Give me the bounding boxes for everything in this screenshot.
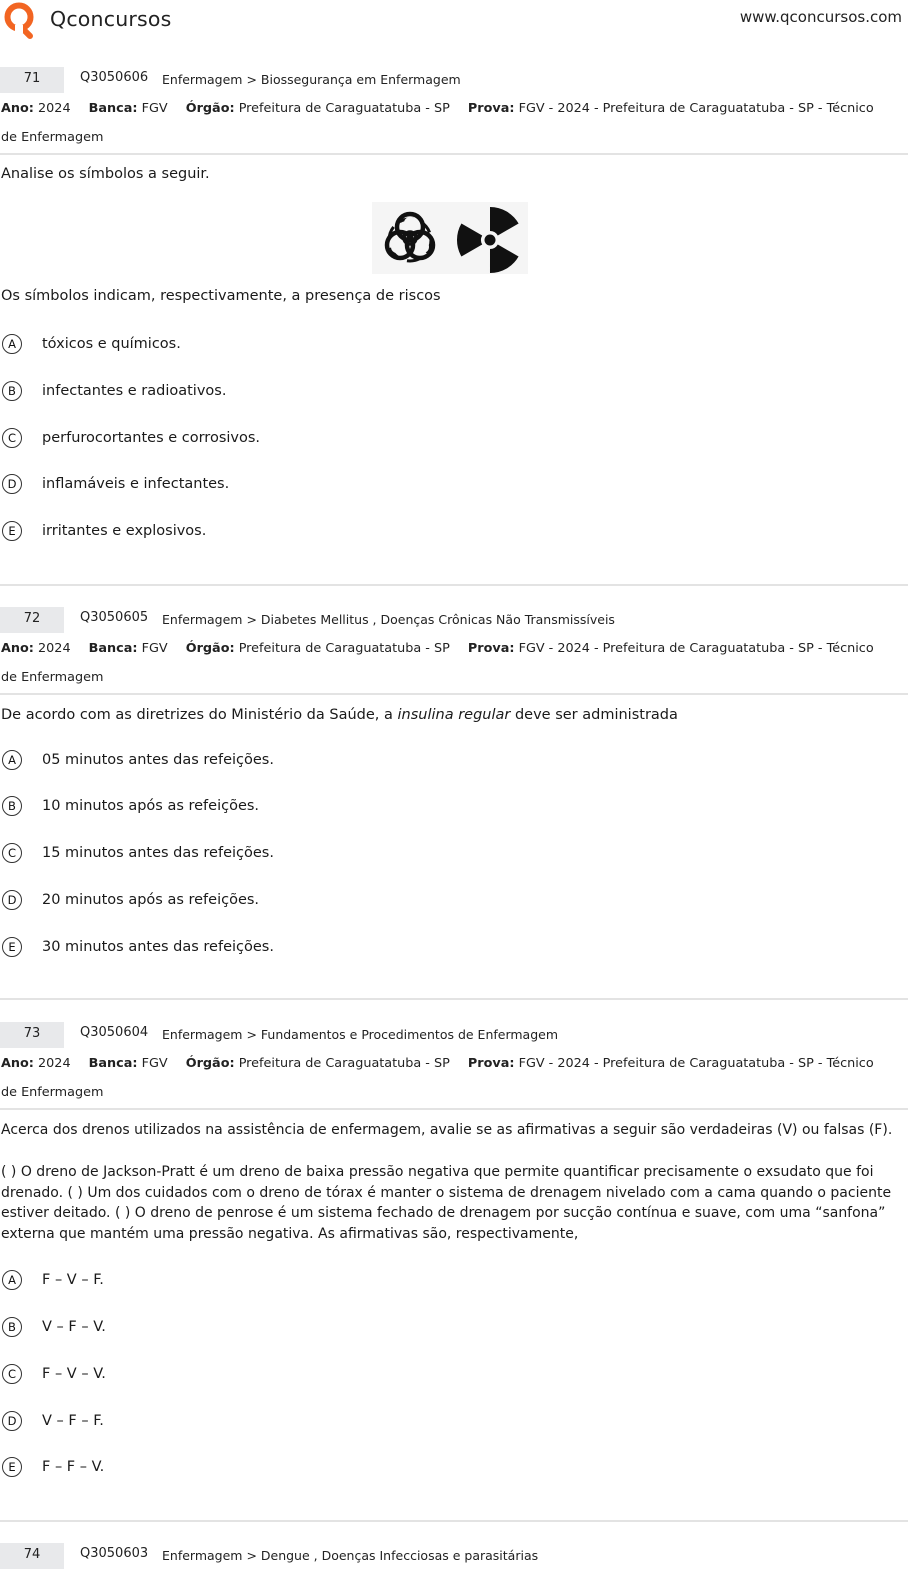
- question-id[interactable]: Q3050604: [80, 1025, 149, 1040]
- option-text: F – F – V.: [42, 1459, 105, 1475]
- orgao-value: Prefeitura de Caraguatatuba - SP: [238, 1056, 450, 1071]
- option-a[interactable]: [0, 334, 600, 358]
- question-divider: [0, 998, 908, 1000]
- qconcursos-logo-icon: [0, 0, 40, 40]
- question-id[interactable]: Q3050606: [80, 70, 149, 85]
- option-b[interactable]: [0, 1317, 600, 1341]
- page-header: [0, 0, 908, 40]
- option-text: tóxicos e químicos.: [42, 336, 181, 352]
- ano-label: Ano:: [1, 641, 34, 656]
- banca-label: Banca:: [88, 641, 138, 656]
- option-letter[interactable]: A: [2, 1270, 22, 1290]
- banca-label: Banca:: [88, 1056, 138, 1071]
- question-number: 72: [0, 607, 64, 633]
- option-text: 05 minutos antes das refeições.: [42, 752, 274, 768]
- option-text: irritantes e explosivos.: [42, 523, 207, 539]
- question-subject-path: Enfermagem > Dengue , Doenças Infecciosas e parasitárias: [162, 1548, 539, 1563]
- prova-value: FGV - 2024 - Prefeitura de Caraguatatuba - SP - Técnico de Enfermagem: [1, 1056, 874, 1100]
- option-text: 15 minutos antes das refeições.: [42, 845, 274, 861]
- question-stem: ( ) O dreno de Jackson-Pratt é um dreno de baixa pressão negativa que permite quantificar precisamente o exsudato que foi drenado. ( ) Um dos cuidados com o dreno de tórax é manter o sistema de drenagem nivelado com a cama quando o paciente estiver deitado. ( ) O dreno de penrose é um sistema fechado de drenagem por sucção contínua e suave, com uma “sanfona” externa que mantém uma pressão negativa. As afirmativas são, respectivamente,: [1, 1164, 892, 1242]
- question-header: [0, 1022, 908, 1048]
- question-meta: [1, 634, 891, 692]
- banca-value: FGV: [141, 1056, 168, 1071]
- question-73: [0, 1022, 908, 1112]
- question-number: 74: [0, 1543, 64, 1569]
- option-e[interactable]: [0, 1457, 600, 1481]
- ano-label: Ano:: [1, 101, 34, 116]
- header-divider: [0, 1108, 908, 1110]
- prova-label: Prova:: [467, 1056, 515, 1071]
- banca-label: Banca:: [88, 101, 138, 116]
- option-text: F – V – V.: [42, 1366, 106, 1382]
- question-74: [0, 1543, 908, 1573]
- option-letter[interactable]: E: [2, 521, 22, 541]
- question-header: [0, 607, 908, 633]
- option-d[interactable]: [0, 890, 600, 914]
- option-text: F – V – F.: [42, 1272, 104, 1288]
- option-letter[interactable]: A: [2, 334, 22, 354]
- option-letter[interactable]: E: [2, 937, 22, 957]
- option-text: infectantes e radioativos.: [42, 383, 227, 399]
- option-text: 30 minutos antes das refeições.: [42, 939, 274, 955]
- ano-value: 2024: [38, 1056, 71, 1071]
- option-c[interactable]: [0, 1364, 600, 1388]
- question-meta: [1, 94, 891, 152]
- ano-value: 2024: [38, 641, 71, 656]
- option-text: 10 minutos após as refeições.: [42, 798, 260, 814]
- option-letter[interactable]: C: [2, 1364, 22, 1384]
- question-stem: Os símbolos indicam, respectivamente, a presença de riscos: [1, 288, 441, 304]
- option-text: V – F – V.: [42, 1319, 106, 1335]
- question-72: [0, 607, 908, 697]
- question-number: 73: [0, 1022, 64, 1048]
- option-letter[interactable]: B: [2, 1317, 22, 1337]
- orgao-value: Prefeitura de Caraguatatuba - SP: [238, 101, 450, 116]
- question-stem-intro: Acerca dos drenos utilizados na assistência de enfermagem, avalie se as afirmativas a seguir são verdadeiras (V) ou falsas (F).: [1, 1122, 893, 1138]
- site-url[interactable]: www.qconcursos.com: [739, 8, 902, 26]
- prova-value: FGV - 2024 - Prefeitura de Caraguatatuba - SP - Técnico de Enfermagem: [1, 641, 874, 685]
- question-number: 71: [0, 67, 64, 93]
- prova-label: Prova:: [467, 641, 515, 656]
- question-id[interactable]: Q3050605: [80, 610, 149, 625]
- option-letter[interactable]: B: [2, 796, 22, 816]
- option-b[interactable]: [0, 381, 600, 405]
- question-id[interactable]: Q3050603: [80, 1546, 149, 1561]
- question-divider: [0, 584, 908, 586]
- option-e[interactable]: [0, 521, 600, 545]
- orgao-label: Órgão:: [185, 101, 235, 116]
- question-subject-path: Enfermagem > Fundamentos e Procedimentos de Enfermagem: [162, 1027, 559, 1042]
- option-letter[interactable]: C: [2, 428, 22, 448]
- question-subject-path: Enfermagem > Biossegurança em Enfermagem: [162, 72, 461, 87]
- stem-part: deve ser administrada: [510, 707, 678, 723]
- header-divider: [0, 153, 908, 155]
- question-divider: [0, 1520, 908, 1522]
- orgao-label: Órgão:: [185, 641, 235, 656]
- question-stem: [1, 705, 901, 726]
- hazard-symbols-image: [372, 202, 528, 274]
- ano-label: Ano:: [1, 1056, 34, 1071]
- ano-value: 2024: [38, 101, 71, 116]
- option-b[interactable]: [0, 796, 600, 820]
- option-text: V – F – F.: [42, 1413, 104, 1429]
- option-text: perfurocortantes e corrosivos.: [42, 430, 261, 446]
- option-d[interactable]: [0, 1411, 600, 1435]
- banca-value: FGV: [141, 101, 168, 116]
- option-text: 20 minutos após as refeições.: [42, 892, 260, 908]
- question-stem-intro: Analise os símbolos a seguir.: [1, 166, 210, 182]
- option-letter[interactable]: D: [2, 890, 22, 910]
- banca-value: FGV: [141, 641, 168, 656]
- question-meta: [1, 1049, 891, 1107]
- option-d[interactable]: [0, 474, 600, 498]
- option-letter[interactable]: A: [2, 750, 22, 770]
- question-header: [0, 67, 908, 93]
- prova-value: FGV - 2024 - Prefeitura de Caraguatatuba - SP - Técnico de Enfermagem: [1, 101, 874, 145]
- option-a[interactable]: [0, 1270, 600, 1294]
- option-c[interactable]: [0, 428, 600, 452]
- option-e[interactable]: [0, 937, 600, 961]
- brand-name[interactable]: Qconcursos: [50, 7, 172, 31]
- question-header: [0, 1543, 908, 1569]
- prova-label: Prova:: [467, 101, 515, 116]
- option-letter[interactable]: E: [2, 1457, 22, 1477]
- stem-part: De acordo com as diretrizes do Ministério da Saúde, a: [1, 707, 398, 723]
- orgao-value: Prefeitura de Caraguatatuba - SP: [238, 641, 450, 656]
- option-text: inflamáveis e infectantes.: [42, 476, 230, 492]
- option-letter[interactable]: D: [2, 1411, 22, 1431]
- header-divider: [0, 693, 908, 695]
- option-a[interactable]: [0, 750, 600, 774]
- option-letter[interactable]: C: [2, 843, 22, 863]
- option-letter[interactable]: B: [2, 381, 22, 401]
- stem-italic: insulina regular: [397, 707, 511, 723]
- option-letter[interactable]: D: [2, 474, 22, 494]
- option-c[interactable]: [0, 843, 600, 867]
- question-subject-path: Enfermagem > Diabetes Mellitus , Doenças Crônicas Não Transmissíveis: [162, 612, 615, 627]
- orgao-label: Órgão:: [185, 1056, 235, 1071]
